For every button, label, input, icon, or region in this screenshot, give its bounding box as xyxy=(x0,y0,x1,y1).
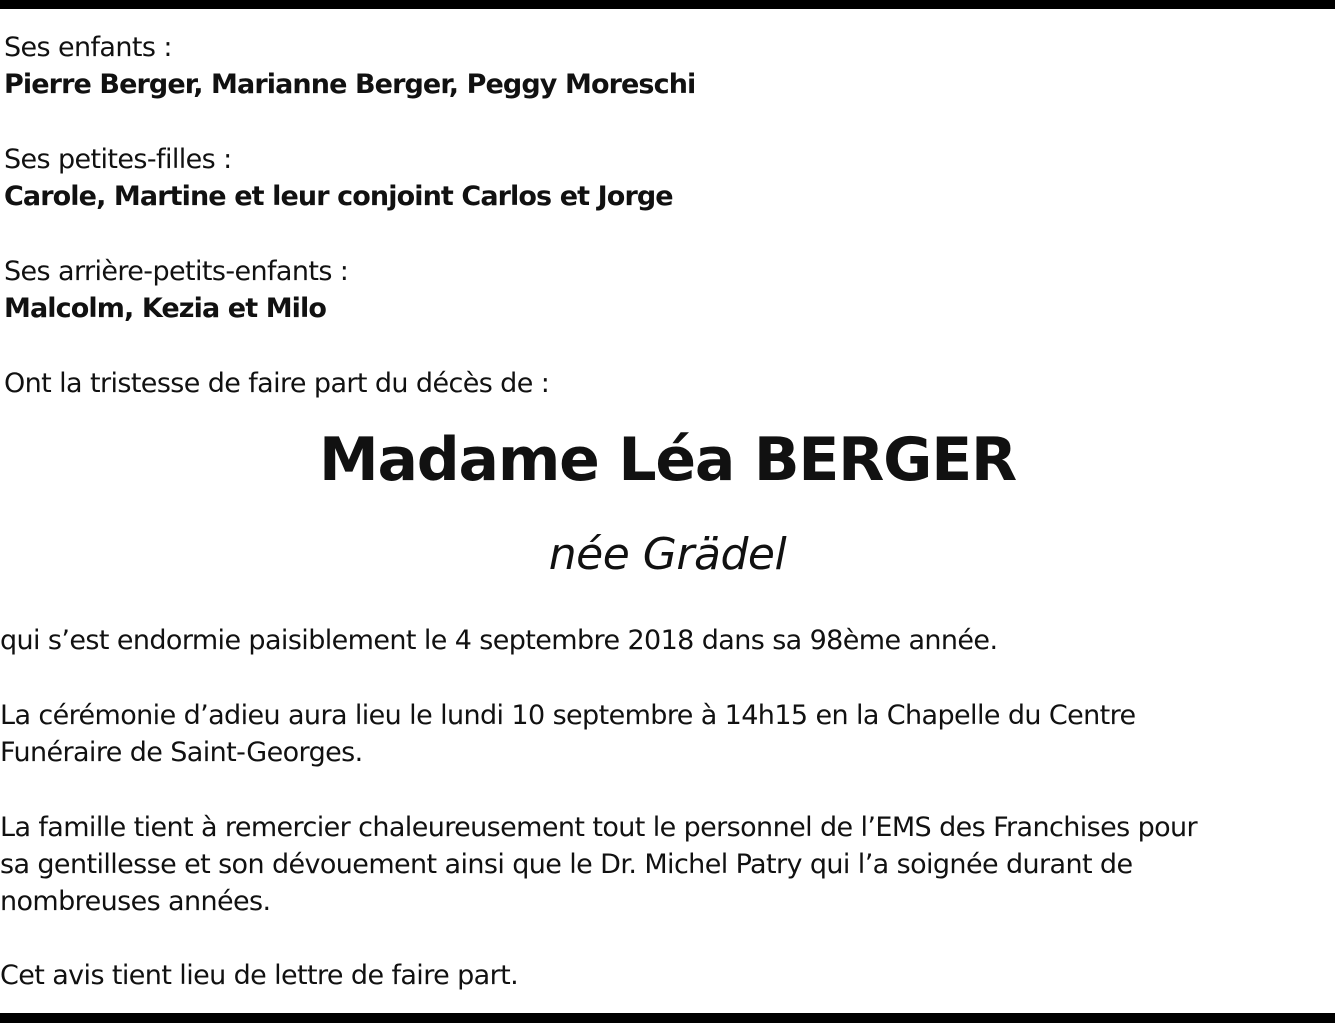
ceremony-line-2: Funéraire de Saint-Georges. xyxy=(0,737,363,768)
bottom-border-rule xyxy=(0,1013,1335,1023)
announcement-intro: Ont la tristesse de faire part du décès de : xyxy=(4,368,550,399)
thanks-line-2: sa gentillesse et son dévouement ainsi que le Dr. Michel Patry qui l’a soignée durant de xyxy=(0,849,1133,880)
great-grandchildren-names: Malcolm, Kezia et Milo xyxy=(4,293,327,324)
children-names: Pierre Berger, Marianne Berger, Peggy Moreschi xyxy=(4,69,696,100)
thanks-line-1: La famille tient à remercier chaleureusement tout le personnel de l’EMS des Franchises pour xyxy=(0,812,1198,843)
granddaughters-names: Carole, Martine et leur conjoint Carlos et Jorge xyxy=(4,181,673,212)
death-notice: qui s’est endormie paisiblement le 4 septembre 2018 dans sa 98ème année. xyxy=(0,625,998,656)
maiden-name: née Grädel xyxy=(548,529,787,580)
closing-note: Cet avis tient lieu de lettre de faire part. xyxy=(0,960,519,991)
children-label: Ses enfants : xyxy=(4,32,172,63)
deceased-name: Madame Léa BERGER xyxy=(319,425,1016,495)
ceremony-line-1: La cérémonie d’adieu aura lieu le lundi 10 septembre à 14h15 en la Chapelle du Centre xyxy=(0,700,1136,731)
great-grandchildren-label: Ses arrière-petits-enfants : xyxy=(4,256,349,287)
thanks-line-3: nombreuses années. xyxy=(0,886,271,917)
top-border-rule xyxy=(0,0,1335,9)
granddaughters-label: Ses petites-filles : xyxy=(4,144,232,175)
